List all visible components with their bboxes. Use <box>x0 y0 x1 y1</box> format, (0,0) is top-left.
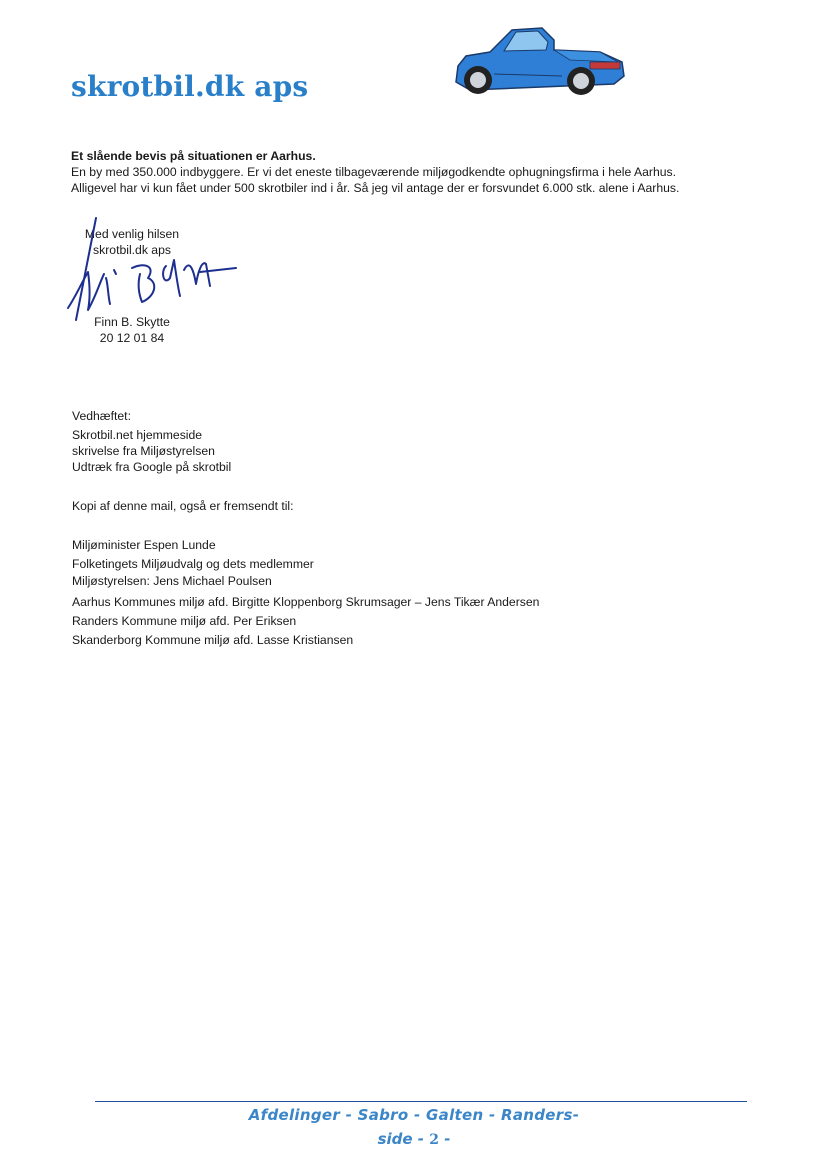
page-suffix: - <box>438 1130 451 1148</box>
recipient-item: Folketingets Miljøudvalg og dets medlemmer <box>72 557 314 571</box>
body-line: Alligevel har vi kun fået under 500 skrotbiler ind i år. Så jeg vil antage der er forsvundet 6.000 stk. alene i Aarhus. <box>71 181 680 195</box>
recipient-item: Miljøstyrelsen: Jens Michael Poulsen <box>72 574 272 588</box>
signer-phone: 20 12 01 84 <box>99 331 165 345</box>
footer-divider <box>95 1101 747 1102</box>
footer-page-number <box>0 1130 828 1148</box>
recipient-item: Randers Kommune miljø afd. Per Eriksen <box>72 614 297 628</box>
attachment-item: Skrotbil.net hjemmeside <box>72 428 203 442</box>
car-icon <box>450 18 630 102</box>
closing-company: skrotbil.dk aps <box>93 243 171 257</box>
signer-name: Finn B. Skytte <box>94 315 170 329</box>
attachment-item: Udtræk fra Google på skrotbil <box>72 460 232 474</box>
body-line: En by med 350.000 indbyggere. Er vi det eneste tilbageværende miljøgodkendte ophugningsfirma i hele Aarhus. <box>71 165 677 179</box>
body-heading: Et slående bevis på situationen er Aarhus. <box>71 149 316 163</box>
attachments-label: Vedhæftet: <box>72 409 131 423</box>
recipient-item: Skanderborg Kommune miljø afd. Lasse Kristiansen <box>72 633 354 647</box>
page-number: 2 <box>429 1132 439 1148</box>
copy-label: Kopi af denne mail, også er fremsendt til: <box>72 499 294 513</box>
recipient-item: Miljøminister Espen Lunde <box>72 538 216 552</box>
page-prefix: side - <box>377 1130 430 1148</box>
handwritten-signature <box>60 212 250 332</box>
footer-departments: Afdelinger - Sabro - Galten - Randers- <box>248 1106 580 1124</box>
recipient-item: Aarhus Kommunes miljø afd. Birgitte Kloppenborg Skrumsager – Jens Tikær Andersen <box>72 595 540 609</box>
company-name: skrotbil.dk aps <box>71 70 309 103</box>
closing-greeting: Med venlig hilsen <box>84 227 180 241</box>
attachment-item: skrivelse fra Miljøstyrelsen <box>72 444 215 458</box>
